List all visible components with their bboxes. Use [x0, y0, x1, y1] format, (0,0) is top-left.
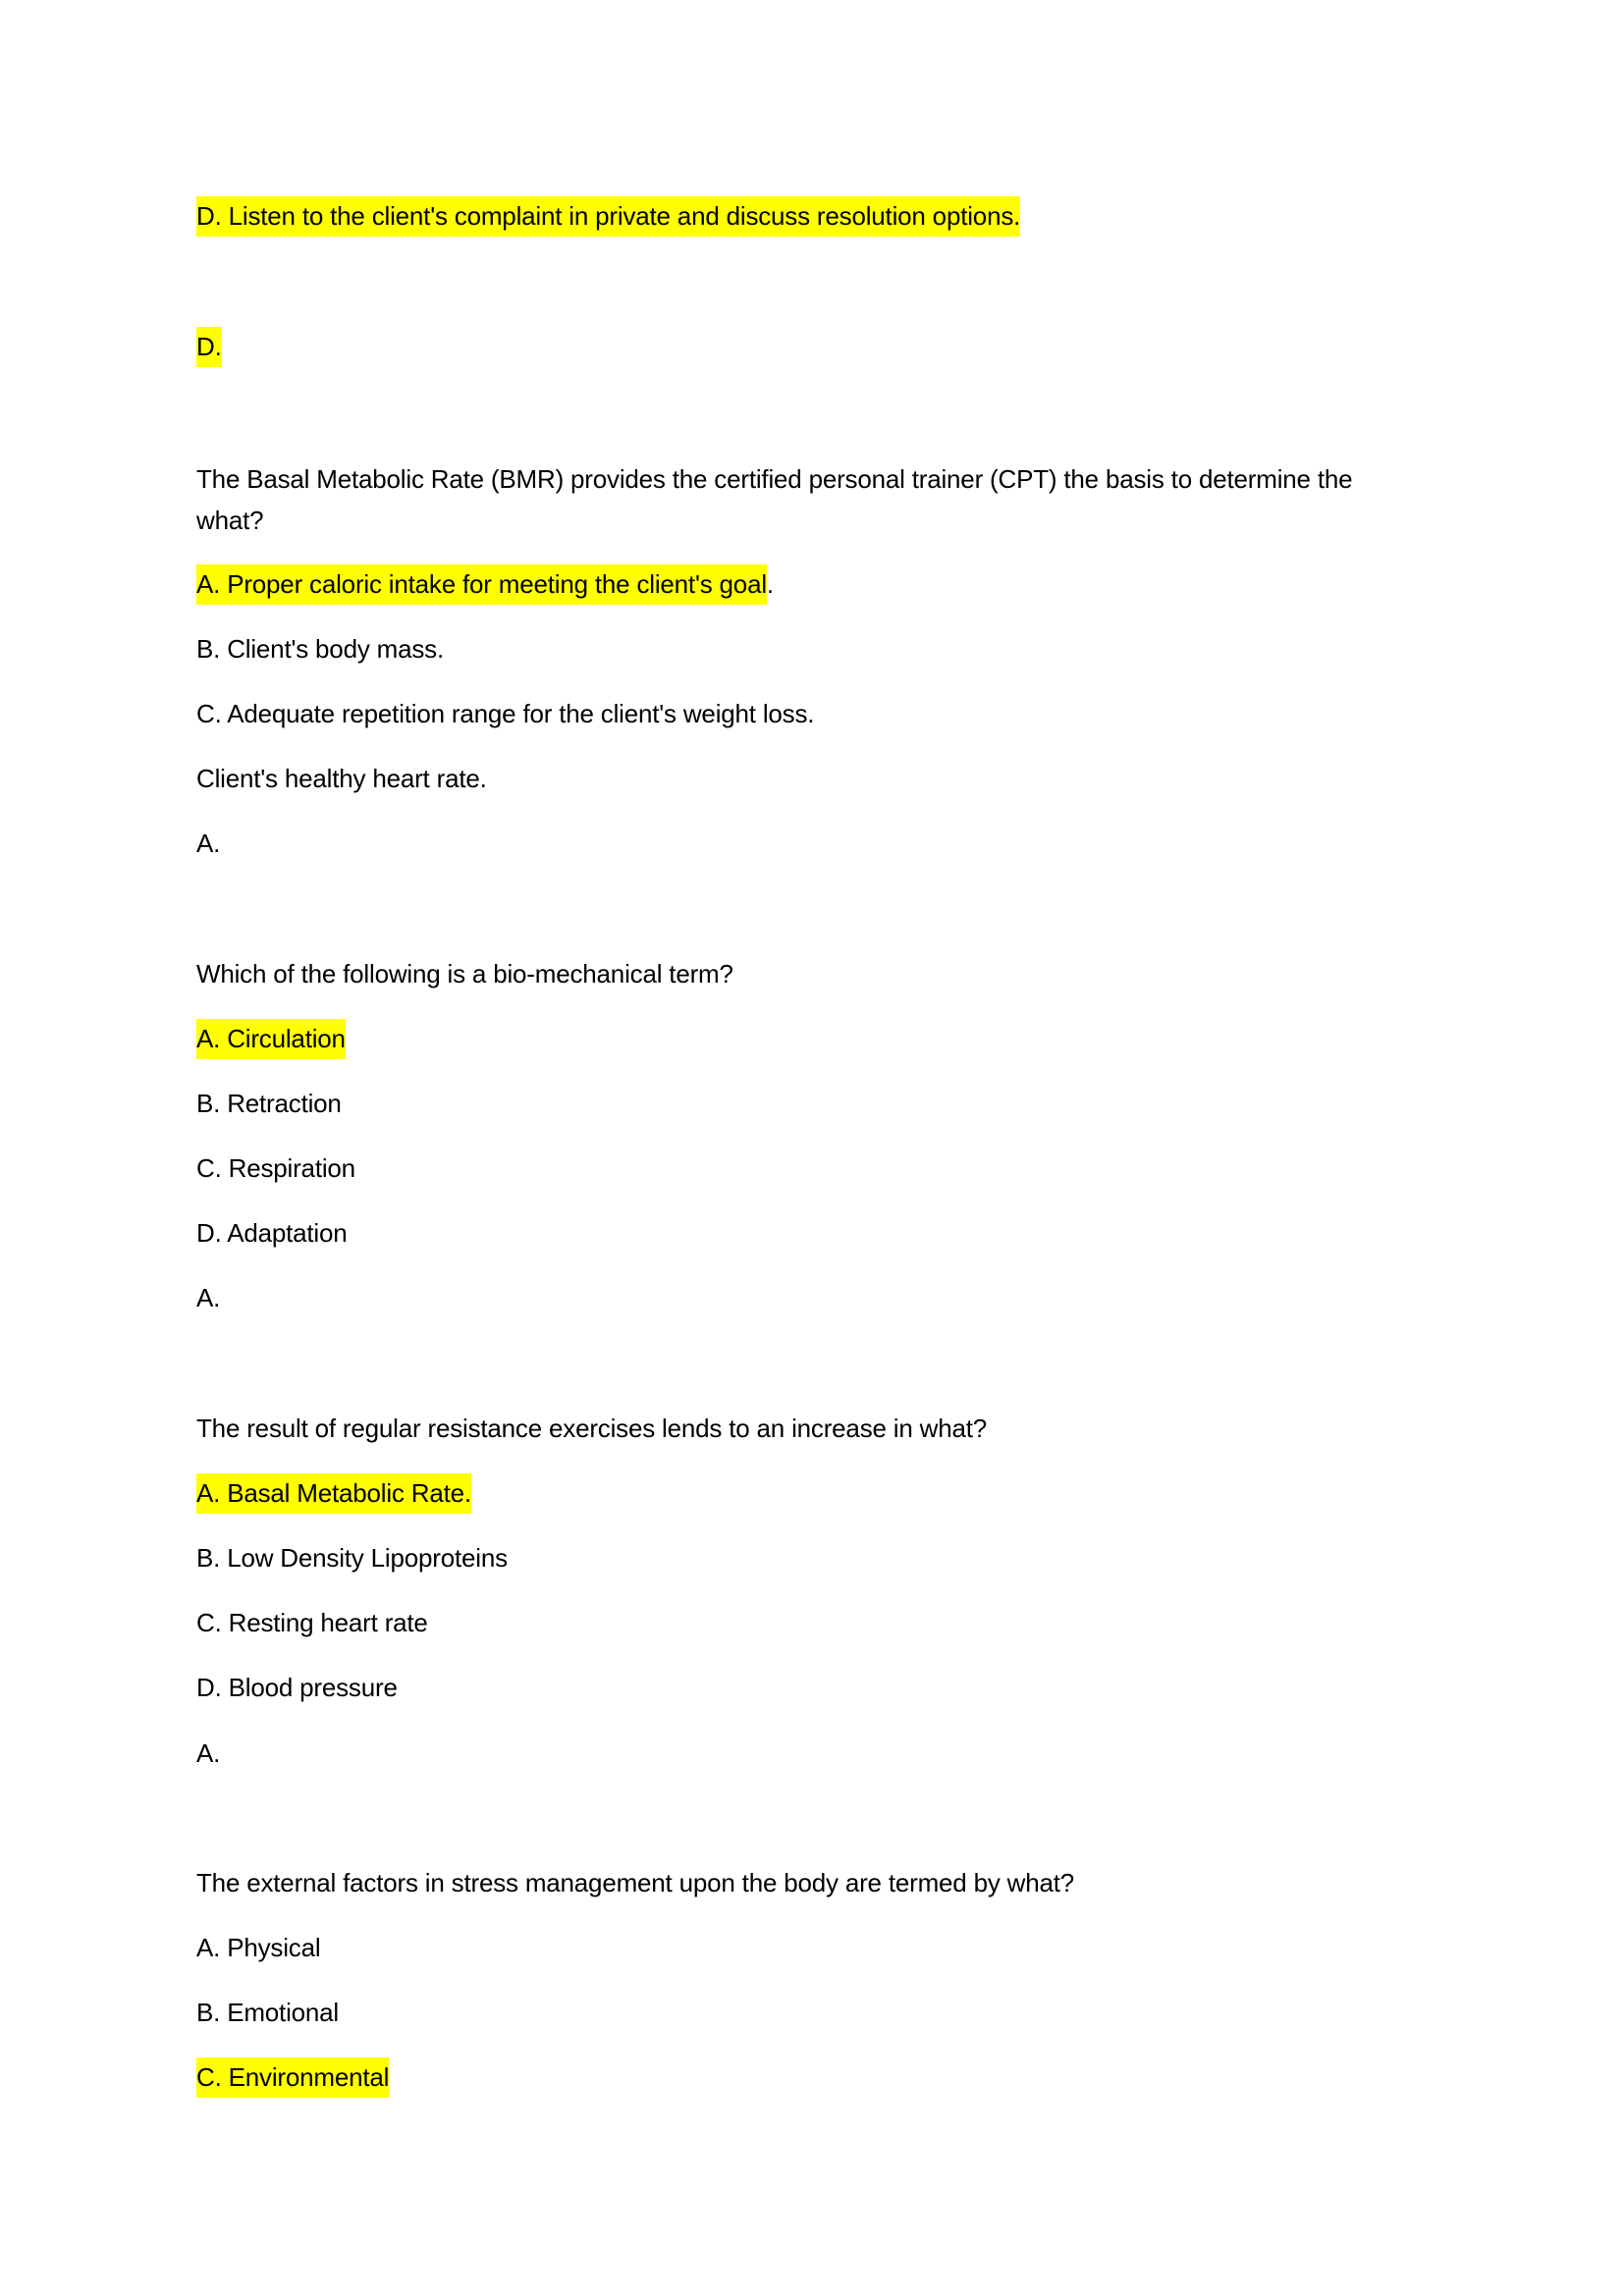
question-text: The external factors in stress management upon the body are termed by what? [196, 1868, 1075, 1897]
highlighted-correct-option: A. Proper caloric intake for meeting the client's goal [196, 564, 767, 605]
option-a [196, 564, 774, 605]
option-b: B. Client's body mass. [196, 634, 444, 664]
option-c: C. Respiration [196, 1153, 355, 1183]
option-b: B. Retraction [196, 1089, 342, 1118]
question-text: The result of regular resistance exercises lends to an increase in what? [196, 1414, 988, 1443]
option-c [196, 2057, 389, 2098]
option-a [196, 1473, 471, 1514]
option-suffix: . [766, 569, 774, 599]
option-d-highlighted [196, 196, 1020, 237]
highlighted-correct-option: A. Circulation [196, 1019, 346, 1059]
option-b: B. Emotional [196, 1998, 340, 2027]
option-d: D. Blood pressure [196, 1673, 398, 1702]
option-b: B. Low Density Lipoproteins [196, 1543, 508, 1573]
highlighted-answer-text: D. Listen to the client's complaint in private and discuss resolution options. [196, 196, 1020, 237]
option-c: C. Adequate repetition range for the client's weight loss. [196, 699, 815, 728]
answer-key [196, 327, 222, 367]
answer-key: A. [196, 828, 221, 858]
answer-key: A. [196, 1283, 221, 1312]
option-a [196, 1019, 346, 1059]
option-a: A. Physical [196, 1933, 321, 1962]
highlighted-correct-option: A. Basal Metabolic Rate. [196, 1473, 471, 1514]
highlighted-correct-option: C. Environmental [196, 2057, 389, 2098]
highlighted-answer-key: D. [196, 327, 222, 367]
answer-key: A. [196, 1738, 221, 1768]
option-c: C. Resting heart rate [196, 1608, 428, 1637]
question-text: Which of the following is a bio-mechanical term? [196, 959, 733, 988]
option-d: D. Adaptation [196, 1218, 348, 1248]
question-text: The Basal Metabolic Rate (BMR) provides the certified personal trainer (CPT) the basis to determine the what? [196, 464, 1353, 535]
option-d: Client's healthy heart rate. [196, 764, 487, 793]
